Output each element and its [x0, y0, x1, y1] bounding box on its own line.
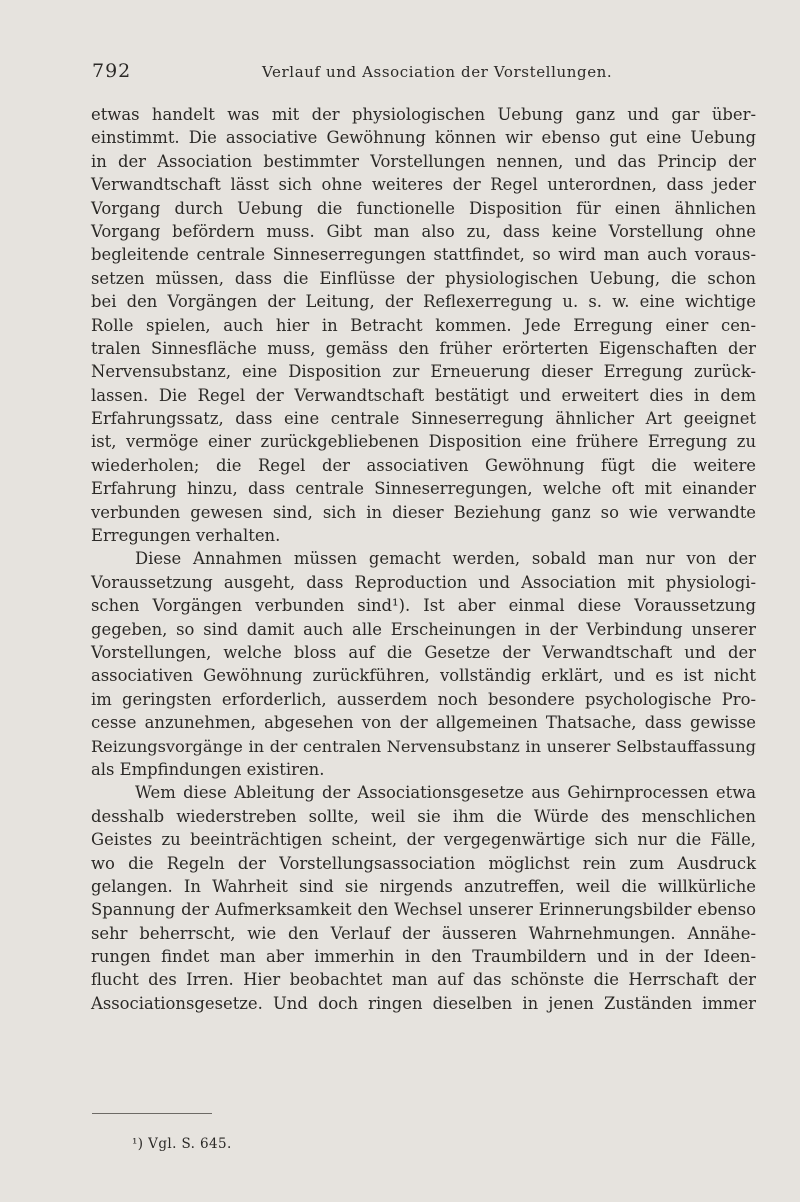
- text-line: im geringsten erforderlich, ausserdem noch besondere psychologische Pro-: [91, 689, 756, 709]
- text-line: cesse anzunehmen, abgesehen von der allgemeinen Thatsache, dass gewisse: [91, 713, 756, 733]
- text-line: Erfahrungssatz, dass eine centrale Sinneserregung ähnlicher Art geeignet: [91, 409, 756, 429]
- text-line: Erfahrung hinzu, dass centrale Sinneserregungen, welche oft mit einander: [91, 479, 756, 499]
- text-line: schen Vorgängen verbunden sind¹). Ist aber einmal diese Voraussetzung: [91, 596, 756, 616]
- text-line: einstimmt. Die associative Gewöhnung können wir ebenso gut eine Uebung: [91, 128, 756, 148]
- text-line: Reizungsvorgänge in der centralen Nervensubstanz in unserer Selbstauffassung: [91, 736, 756, 756]
- text-line: verbunden gewesen sind, sich in dieser Beziehung ganz so wie verwandte: [91, 502, 756, 522]
- page-header: [92, 60, 756, 86]
- text-line: wiederholen; die Regel der associativen Gewöhnung fügt die weitere: [91, 455, 756, 475]
- text-line: Diese Annahmen müssen gemacht werden, sobald man nur von der: [135, 549, 756, 569]
- text-line: begleitende centrale Sinneserregungen stattfindet, so wird man auch voraus-: [91, 245, 756, 265]
- footnote-divider: [92, 1113, 212, 1114]
- text-line: Voraussetzung ausgeht, dass Reproduction und Association mit physiologi-: [91, 572, 756, 592]
- running-head: Verlauf und Association der Vorstellungen.: [262, 63, 613, 81]
- text-line: als Empfindungen existiren.: [91, 759, 325, 779]
- text-line: gegeben, so sind damit auch alle Erscheinungen in der Verbindung unserer: [91, 619, 756, 639]
- text-line: Rolle spielen, auch hier in Betracht kommen. Jede Erregung einer cen-: [91, 315, 756, 335]
- text-line: Verwandtschaft lässt sich ohne weiteres der Regel unterordnen, dass jeder: [91, 175, 756, 195]
- page-number: 792: [92, 60, 132, 82]
- text-line: Vorgang befördern muss. Gibt man also zu, dass keine Vorstellung ohne: [91, 221, 756, 241]
- text-line: desshalb wiederstreben sollte, weil sie ihm die Würde des menschlichen: [91, 806, 756, 826]
- text-line: ist, vermöge einer zurückgebliebenen Disposition eine frühere Erregung zu: [91, 432, 756, 452]
- text-line: in der Association bestimmter Vorstellungen nennen, und das Princip der: [91, 151, 756, 171]
- text-line: setzen müssen, dass die Einflüsse der physiologischen Uebung, die schon: [91, 268, 756, 288]
- text-line: wo die Regeln der Vorstellungsassociation möglichst rein zum Ausdruck: [91, 853, 756, 873]
- text-line: Wem diese Ableitung der Associationsgesetze aus Gehirnprocessen etwa: [135, 783, 756, 803]
- text-line: Erregungen verhalten.: [91, 526, 281, 546]
- body-text: [91, 103, 756, 1015]
- text-line: Geistes zu beeinträchtigen scheint, der vergegenwärtige sich nur die Fälle,: [91, 830, 756, 850]
- text-line: associativen Gewöhnung zurückführen, vollständig erklärt, und es ist nicht: [91, 666, 756, 686]
- text-line: Spannung der Aufmerksamkeit den Wechsel unserer Erinnerungsbilder ebenso: [91, 900, 756, 920]
- text-line: Associationsgesetze. Und doch ringen dieselben in jenen Zuständen immer: [91, 993, 756, 1013]
- text-line: lassen. Die Regel der Verwandtschaft bestätigt und erweitert dies in dem: [91, 385, 756, 405]
- text-line: rungen findet man aber immerhin in den Traumbildern und in der Ideen-: [91, 947, 756, 967]
- text-line: etwas handelt was mit der physiologischen Uebung ganz und gar über-: [91, 105, 756, 124]
- text-line: Nervensubstanz, eine Disposition zur Erneuerung dieser Erregung zurück-: [91, 362, 756, 382]
- text-line: bei den Vorgängen der Leitung, der Reflexerregung u. s. w. eine wichtige: [91, 292, 756, 312]
- text-line: sehr beherrscht, wie den Verlauf der äusseren Wahrnehmungen. Annähe-: [91, 923, 756, 943]
- text-line: tralen Sinnesfläche muss, gemäss den früher erörterten Eigenschaften der: [91, 338, 756, 358]
- text-line: Vorgang durch Uebung die functionelle Disposition für einen ähnlichen: [91, 198, 756, 218]
- footnote: ¹) Vgl. S. 645.: [132, 1136, 232, 1152]
- text-line: gelangen. In Wahrheit sind sie nirgends anzutreffen, weil die willkürliche: [91, 876, 756, 896]
- text-line: flucht des Irren. Hier beobachtet man auf das schönste die Herrschaft der: [91, 970, 756, 990]
- text-line: Vorstellungen, welche bloss auf die Gesetze der Verwandtschaft und der: [91, 642, 756, 662]
